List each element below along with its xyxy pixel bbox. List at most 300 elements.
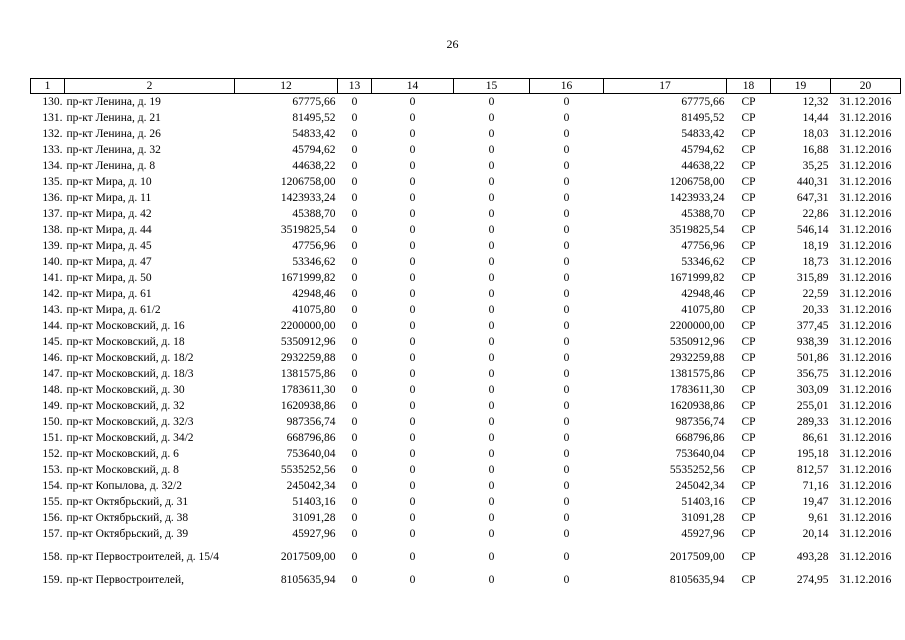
table-cell: 81495,52 [681, 111, 725, 124]
table-cell: пр-кт Мира, д. 61 [66, 287, 152, 300]
table-cell: 1206758,00 [280, 175, 336, 188]
column-header: 18 [727, 79, 771, 94]
column-header: 19 [771, 79, 831, 94]
table-cell: 135. [42, 175, 63, 188]
table-row [31, 142, 901, 158]
table-cell: 0 [563, 271, 570, 284]
table-cell: 2017509,00 [280, 550, 336, 563]
table-cell: 140. [42, 255, 63, 268]
table-row [31, 542, 901, 572]
table-cell: 0 [351, 367, 358, 380]
table-cell: 157. [42, 527, 63, 540]
table-cell: 44638,22 [681, 159, 725, 172]
table-cell: СР [741, 287, 756, 300]
table-cell: 0 [351, 223, 358, 236]
table-cell: 41075,80 [292, 303, 336, 316]
table-cell: 1206758,00 [669, 175, 725, 188]
table-cell: 0 [351, 239, 358, 252]
table-cell: 987356,74 [286, 415, 336, 428]
table-cell: 0 [488, 207, 495, 220]
table-cell: 31.12.2016 [839, 550, 892, 563]
table-cell: пр-кт Октябрьский, д. 39 [66, 527, 189, 540]
table-cell: 136. [42, 191, 63, 204]
table-cell: 138. [42, 223, 63, 236]
table-cell: 987356,74 [675, 415, 725, 428]
table-cell: 0 [351, 127, 358, 140]
table-row [31, 398, 901, 414]
table-row [31, 318, 901, 334]
table-cell: 0 [351, 431, 358, 444]
table-cell: СР [741, 255, 756, 268]
table-cell: 45388,70 [681, 207, 725, 220]
column-header: 14 [372, 79, 454, 94]
table-cell: 5535252,56 [669, 463, 725, 476]
table-cell: 0 [409, 447, 416, 460]
table-cell: 0 [409, 463, 416, 476]
header-row [31, 79, 901, 94]
table-cell: 1381575,86 [669, 367, 725, 380]
table-row [31, 366, 901, 382]
table-cell: 0 [563, 191, 570, 204]
table-cell: 31.12.2016 [839, 399, 892, 412]
table-cell: 31.12.2016 [839, 207, 892, 220]
table-cell: 0 [351, 111, 358, 124]
table-cell: пр-кт Мира, д. 47 [66, 255, 152, 268]
table-cell: 41075,80 [681, 303, 725, 316]
table-cell: 1423933,24 [280, 191, 336, 204]
table-cell: пр-кт Мира, д. 42 [66, 207, 152, 220]
table-cell: 0 [351, 447, 358, 460]
table-row [31, 414, 901, 430]
table-cell: 31.12.2016 [839, 175, 892, 188]
table-row [31, 222, 901, 238]
table-cell: 0 [351, 479, 358, 492]
table-cell: 0 [488, 127, 495, 140]
column-header: 17 [604, 79, 727, 94]
table-cell: пр-кт Московский, д. 8 [66, 463, 179, 476]
table-cell: 45388,70 [292, 207, 336, 220]
table-cell: СР [741, 351, 756, 364]
table-row [31, 446, 901, 462]
table-cell: СР [741, 479, 756, 492]
table-cell: СР [741, 319, 756, 332]
table-cell: 0 [409, 335, 416, 348]
table-cell: 31.12.2016 [839, 303, 892, 316]
table-cell: 133. [42, 143, 63, 156]
table-cell: 31.12.2016 [839, 287, 892, 300]
table-cell: 0 [488, 223, 495, 236]
table-cell: СР [741, 271, 756, 284]
table-cell: 31.12.2016 [839, 527, 892, 540]
table-cell: пр-кт Ленина, д. 26 [66, 127, 161, 140]
table-cell: 0 [351, 550, 358, 563]
table-cell: 67775,66 [681, 95, 725, 108]
table-cell: 812,57 [796, 463, 829, 476]
table-cell: 31.12.2016 [839, 415, 892, 428]
table-cell: 31091,28 [292, 511, 336, 524]
table-cell: 47756,96 [292, 239, 336, 252]
table-cell: 0 [563, 495, 570, 508]
page-number: 26 [446, 37, 459, 51]
table-cell: 2017509,00 [669, 550, 725, 563]
table-cell: 440,31 [796, 175, 829, 188]
table-cell: 19,47 [802, 495, 829, 508]
table-cell: СР [741, 335, 756, 348]
table-cell: 0 [409, 127, 416, 140]
table-cell: пр-кт Московский, д. 16 [66, 319, 185, 332]
table-cell: 0 [409, 351, 416, 364]
table-cell: 1620938,86 [669, 399, 725, 412]
table-cell: 9,61 [808, 511, 829, 524]
table-cell: 493,28 [796, 550, 829, 563]
table-cell: 0 [488, 511, 495, 524]
table-cell: 303,09 [796, 383, 829, 396]
table-cell: 0 [409, 175, 416, 188]
table-cell: 45794,62 [681, 143, 725, 156]
table-cell: 0 [409, 111, 416, 124]
table-cell: 1423933,24 [669, 191, 725, 204]
table-cell: 1671999,82 [669, 271, 725, 284]
table-row [31, 110, 901, 126]
table-cell: 356,75 [796, 367, 829, 380]
table-cell: СР [741, 111, 756, 124]
table-row [31, 334, 901, 350]
table-cell: 54833,42 [292, 127, 336, 140]
table-cell: СР [741, 463, 756, 476]
table-cell: пр-кт Мира, д. 44 [66, 223, 152, 236]
table-cell: 31.12.2016 [839, 431, 892, 444]
table-cell: пр-кт Мира, д. 45 [66, 239, 152, 252]
table-cell: 31.12.2016 [839, 335, 892, 348]
table-cell: 0 [488, 527, 495, 540]
table-cell: 753640,04 [675, 447, 725, 460]
table-cell: 0 [351, 415, 358, 428]
table-cell: 67775,66 [292, 95, 336, 108]
table-cell: 0 [488, 111, 495, 124]
table-cell: 31.12.2016 [839, 367, 892, 380]
table-cell: 153. [42, 463, 63, 476]
table-row [31, 94, 901, 111]
table-cell: 0 [488, 287, 495, 300]
table-cell: СР [741, 143, 756, 156]
table-cell: пр-кт Мира, д. 11 [66, 191, 152, 204]
table-cell: 0 [351, 95, 358, 108]
column-header: 16 [530, 79, 604, 94]
table-cell: 22,59 [802, 287, 829, 300]
table-cell: 0 [409, 287, 416, 300]
table-row [31, 286, 901, 302]
table-cell: 668796,86 [675, 431, 725, 444]
table-cell: 2200000,00 [669, 319, 725, 332]
table-cell: 0 [488, 335, 495, 348]
table-cell: 0 [488, 143, 495, 156]
table-cell: 1381575,86 [280, 367, 336, 380]
table-cell: 0 [409, 95, 416, 108]
table-cell: 647,31 [796, 191, 829, 204]
table-cell: 0 [488, 383, 495, 396]
table-cell: 31.12.2016 [839, 191, 892, 204]
table-cell: 0 [409, 255, 416, 268]
table-cell: 71,16 [802, 479, 829, 492]
table-cell: 31.12.2016 [839, 239, 892, 252]
table-row [31, 206, 901, 222]
table-cell: 1620938,86 [280, 399, 336, 412]
table-cell: 45927,96 [292, 527, 336, 540]
table-cell: 753640,04 [286, 447, 336, 460]
table-cell: пр-кт Мира, д. 61/2 [66, 303, 161, 316]
table-cell: 0 [563, 239, 570, 252]
table-body [31, 94, 901, 589]
table-cell: 1671999,82 [280, 271, 336, 284]
table-cell: пр-кт Ленина, д. 19 [66, 95, 161, 108]
table-cell: 146. [42, 351, 63, 364]
table-cell: 42948,46 [681, 287, 725, 300]
table-cell: СР [741, 573, 756, 586]
table-cell: 158. [42, 550, 63, 563]
table-cell: СР [741, 207, 756, 220]
table-cell: 18,73 [802, 255, 829, 268]
table-cell: 0 [563, 255, 570, 268]
table-cell: 0 [563, 550, 570, 563]
table-cell: 31.12.2016 [839, 511, 892, 524]
table-cell: 938,39 [796, 335, 829, 348]
table-cell: 0 [351, 207, 358, 220]
table-cell: 0 [563, 383, 570, 396]
table-cell: 0 [351, 335, 358, 348]
table-cell: 0 [409, 239, 416, 252]
table-cell: 45794,62 [292, 143, 336, 156]
table-cell: 51403,16 [292, 495, 336, 508]
table-cell: пр-кт Ленина, д. 21 [66, 111, 161, 124]
table-cell: 0 [409, 303, 416, 316]
table-cell: 0 [563, 415, 570, 428]
table-cell: 0 [488, 573, 495, 586]
table-cell: 18,03 [802, 127, 829, 140]
table-cell: 31.12.2016 [839, 255, 892, 268]
table-cell: 131. [42, 111, 63, 124]
table-cell: СР [741, 303, 756, 316]
table-cell: 2200000,00 [280, 319, 336, 332]
table-cell: СР [741, 367, 756, 380]
table-cell: 1783611,30 [281, 383, 336, 396]
table-cell: 0 [409, 191, 416, 204]
table-cell: СР [741, 447, 756, 460]
table-cell: 0 [563, 511, 570, 524]
table-cell: пр-кт Ленина, д. 32 [66, 143, 161, 156]
table-cell: 42948,46 [292, 287, 336, 300]
table-cell: 0 [563, 431, 570, 444]
table-row [31, 526, 901, 542]
table-cell: пр-кт Московский, д. 18/3 [66, 367, 194, 380]
table-cell: 18,19 [802, 239, 829, 252]
table-cell: 0 [563, 463, 570, 476]
table-cell: 0 [563, 207, 570, 220]
table-cell: 20,14 [802, 527, 829, 540]
table-cell: пр-кт Московский, д. 18/2 [66, 351, 194, 364]
table-cell: 0 [563, 175, 570, 188]
table-cell: 274,95 [796, 573, 829, 586]
table-cell: 0 [488, 175, 495, 188]
table-cell: 151. [42, 431, 63, 444]
table-cell: 5350912,96 [280, 335, 336, 348]
table-cell: СР [741, 415, 756, 428]
table-row [31, 478, 901, 494]
table-cell: пр-кт Московский, д. 32 [66, 399, 185, 412]
table-cell: 0 [351, 303, 358, 316]
column-header: 20 [831, 79, 901, 94]
table-cell: 0 [563, 287, 570, 300]
table-row [31, 302, 901, 318]
table-cell: 3519825,54 [280, 223, 336, 236]
table-cell: 0 [409, 271, 416, 284]
table-cell: пр-кт Московский, д. 6 [66, 447, 179, 460]
table-cell: 0 [488, 495, 495, 508]
table-cell: 0 [351, 271, 358, 284]
table-row [31, 350, 901, 366]
table-cell: 147. [42, 367, 63, 380]
table-cell: 0 [563, 127, 570, 140]
table-cell: 195,18 [796, 447, 829, 460]
table-cell: 0 [351, 511, 358, 524]
table-cell: СР [741, 239, 756, 252]
table-cell: 245042,34 [286, 479, 336, 492]
table-cell: СР [741, 191, 756, 204]
table-cell: 0 [351, 573, 358, 586]
table-cell: пр-кт Первостроителей, д. 15/4 [66, 550, 219, 563]
table-cell: 0 [488, 319, 495, 332]
table-cell: 31.12.2016 [839, 463, 892, 476]
table-cell: 0 [488, 479, 495, 492]
table-cell: 0 [351, 143, 358, 156]
table-cell: 51403,16 [681, 495, 725, 508]
table-cell: 0 [488, 303, 495, 316]
table-cell: СР [741, 431, 756, 444]
table-cell: СР [741, 383, 756, 396]
table-cell: 31.12.2016 [839, 479, 892, 492]
table-cell: 0 [409, 319, 416, 332]
table-cell: 31.12.2016 [839, 319, 892, 332]
table-cell: 149. [42, 399, 63, 412]
table-cell: 0 [351, 319, 358, 332]
table-cell: 0 [563, 573, 570, 586]
table-cell: 0 [488, 463, 495, 476]
table-cell: пр-кт Октябрьский, д. 31 [66, 495, 189, 508]
table-cell: 142. [42, 287, 63, 300]
table-cell: 81495,52 [292, 111, 336, 124]
table-cell: 53346,62 [681, 255, 725, 268]
table-cell: 8105635,94 [669, 573, 725, 586]
table-cell: 31.12.2016 [839, 143, 892, 156]
table-cell: 0 [409, 399, 416, 412]
table-cell: 31091,28 [681, 511, 725, 524]
table-cell: 141. [42, 271, 63, 284]
table-row [31, 190, 901, 206]
table-cell: 0 [409, 511, 416, 524]
table-cell: 0 [409, 159, 416, 172]
table-cell: пр-кт Копылова, д. 32/2 [66, 479, 182, 492]
table-row [31, 174, 901, 190]
table-cell: 20,33 [802, 303, 829, 316]
table-cell: СР [741, 550, 756, 563]
table-cell: 16,88 [802, 143, 829, 156]
table-cell: 0 [488, 550, 495, 563]
table-row [31, 494, 901, 510]
table-cell: СР [741, 159, 756, 172]
table-cell: 0 [351, 495, 358, 508]
table-cell: 53346,62 [292, 255, 336, 268]
table-cell: 0 [409, 550, 416, 563]
table-row [31, 382, 901, 398]
table-cell: 0 [409, 431, 416, 444]
table-cell: 289,33 [796, 415, 829, 428]
table-cell: 0 [488, 271, 495, 284]
table-cell: 143. [42, 303, 63, 316]
table-row [31, 238, 901, 254]
table-cell: 0 [563, 367, 570, 380]
table-cell: 0 [409, 573, 416, 586]
table-cell: 86,61 [802, 431, 829, 444]
table-cell: 14,44 [802, 111, 829, 124]
table-cell: 132. [42, 127, 63, 140]
table-cell: 0 [351, 255, 358, 268]
table-cell: 3519825,54 [669, 223, 725, 236]
table-cell: 0 [351, 463, 358, 476]
table-cell: 0 [351, 399, 358, 412]
table-cell: 0 [563, 335, 570, 348]
table-cell: пр-кт Мира, д. 50 [66, 271, 152, 284]
table-cell: СР [741, 527, 756, 540]
table-cell: 31.12.2016 [839, 447, 892, 460]
table-cell: 0 [488, 191, 495, 204]
table-cell: 31.12.2016 [839, 573, 892, 586]
table-cell: 47756,96 [681, 239, 725, 252]
table-cell: 0 [409, 495, 416, 508]
table-cell: 0 [488, 447, 495, 460]
table-row [31, 462, 901, 478]
table-cell: 152. [42, 447, 63, 460]
table-cell: 0 [409, 143, 416, 156]
column-header: 13 [338, 79, 372, 94]
table-cell: 0 [351, 287, 358, 300]
table-cell: пр-кт Мира, д. 10 [66, 175, 152, 188]
table-cell: 0 [351, 191, 358, 204]
table-cell: 377,45 [796, 319, 829, 332]
table-cell: 31.12.2016 [839, 127, 892, 140]
column-header: 15 [454, 79, 530, 94]
table-cell: 144. [42, 319, 63, 332]
column-header: 12 [235, 79, 338, 94]
table-cell: 0 [563, 159, 570, 172]
table-cell: 0 [488, 431, 495, 444]
table-cell: 31.12.2016 [839, 111, 892, 124]
table-cell: 145. [42, 335, 63, 348]
table-cell: 31.12.2016 [839, 271, 892, 284]
table-cell: СР [741, 95, 756, 108]
table-cell: 137. [42, 207, 63, 220]
table-cell: 134. [42, 159, 63, 172]
table-cell: 2932259,88 [280, 351, 336, 364]
table-cell: пр-кт Ленина, д. 8 [66, 159, 156, 172]
table-cell: 0 [351, 383, 358, 396]
table-cell: 8105635,94 [280, 573, 336, 586]
table-cell: 31.12.2016 [839, 95, 892, 108]
table-cell: 150. [42, 415, 63, 428]
table-row [31, 572, 901, 588]
table-cell: 668796,86 [286, 431, 336, 444]
table-cell: 0 [563, 447, 570, 460]
table-cell: 0 [563, 95, 570, 108]
table-cell: 315,89 [796, 271, 829, 284]
